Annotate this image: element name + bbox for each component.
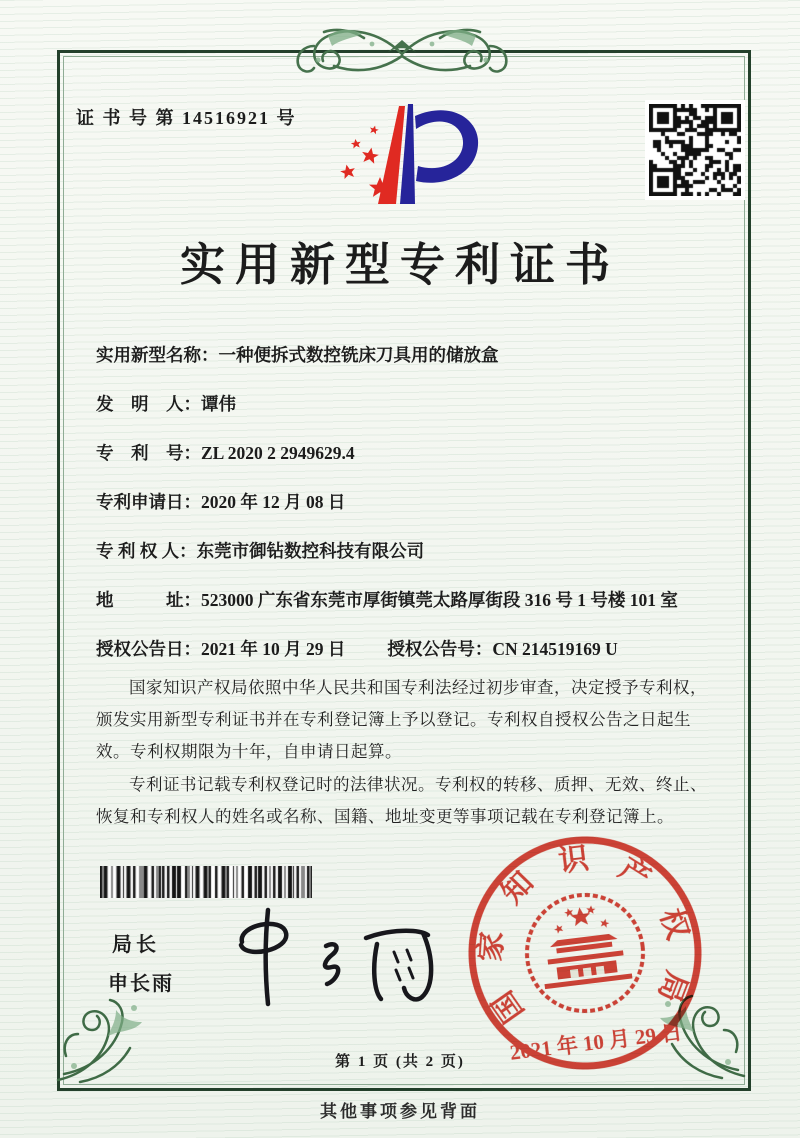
field-label: 专利申请日： bbox=[96, 492, 201, 512]
grant-number-pair bbox=[387, 636, 617, 663]
field-value: 东莞市御钻数控科技有限公司 bbox=[196, 541, 425, 561]
qr-code bbox=[649, 104, 741, 196]
field-row-filing-date bbox=[96, 489, 712, 516]
grant-number-label: 授权公告号： bbox=[387, 639, 493, 659]
seal-char: 局 bbox=[651, 966, 694, 1007]
field-row-utility-name bbox=[96, 342, 712, 369]
field-label: 专 利 权 人： bbox=[96, 541, 197, 561]
certificate-number: 证 书 号 第 14516921 号 bbox=[76, 108, 297, 128]
field-label: 专 利 号： bbox=[96, 443, 201, 463]
seal-char: 识 bbox=[556, 841, 591, 879]
field-row-grant bbox=[96, 636, 712, 663]
field-value: 一种便拆式数控铣床刀具用的储放盒 bbox=[218, 345, 499, 365]
seal-char: 国 bbox=[486, 984, 531, 1029]
field-row-address bbox=[96, 587, 712, 614]
field-label: 实用新型名称： bbox=[96, 345, 219, 365]
seal-char: 家 bbox=[474, 930, 510, 963]
field-label: 地 址： bbox=[96, 590, 201, 610]
field-value: ZL 2020 2 2949629.4 bbox=[201, 443, 355, 463]
barcode bbox=[100, 866, 312, 898]
patent-fields bbox=[96, 342, 712, 685]
commissioner-name: 申长雨 bbox=[108, 973, 174, 995]
legal-paragraph-1: 国家知识产权局依照中华人民共和国专利法经过初步审查，决定授予专利权，颁发实用新型专利证书并在专利登记簿上予以登记。专利权自授权公告之日起生效。专利权期限为十年，自申请日起算。 bbox=[96, 678, 707, 762]
field-value: 谭伟 bbox=[201, 394, 236, 414]
grant-date-pair bbox=[96, 636, 345, 663]
national-emblem-icon bbox=[536, 901, 633, 989]
field-value: 523000 广东省东莞市厚街镇莞太路厚街段 316 号 1 号楼 101 室 bbox=[201, 590, 678, 610]
field-value: 2020 年 12 月 08 日 bbox=[201, 492, 346, 512]
grant-date-value: 2021 年 10 月 29 日 bbox=[201, 639, 346, 659]
legal-paragraph-2: 专利证书记载专利权登记时的法律状况。专利权的转移、质押、无效、终止、恢复和专利权人的姓名或名称、国籍、地址变更等事项记载在专利登记簿上。 bbox=[96, 774, 707, 826]
seal-char: 知 bbox=[495, 865, 541, 911]
field-row-inventor bbox=[96, 391, 712, 418]
field-row-patent-number bbox=[96, 440, 712, 467]
page-number: 第 1 页 (共 2 页) bbox=[335, 1054, 465, 1070]
grant-number-value: CN 214519169 U bbox=[492, 639, 618, 659]
seal-wheat-ring bbox=[520, 888, 649, 1017]
cnipa-logo-icon bbox=[322, 92, 492, 222]
commissioner-title: 局长 bbox=[112, 934, 160, 956]
seal-date: 2021 年 10 月 29 日 bbox=[508, 1019, 684, 1065]
field-row-patentee bbox=[96, 538, 712, 565]
certificate-title: 实用新型专利证书 bbox=[179, 240, 620, 290]
seal-char: 权 bbox=[653, 904, 695, 944]
legal-text-block bbox=[96, 672, 708, 833]
signature-icon bbox=[210, 898, 472, 1013]
seal-char: 产 bbox=[613, 851, 657, 896]
field-label: 发 明 人： bbox=[96, 394, 201, 414]
back-side-note: 其他事项参见背面 bbox=[320, 1102, 480, 1121]
top-ornament-icon bbox=[268, 16, 536, 90]
grant-date-label: 授权公告日： bbox=[96, 639, 201, 659]
